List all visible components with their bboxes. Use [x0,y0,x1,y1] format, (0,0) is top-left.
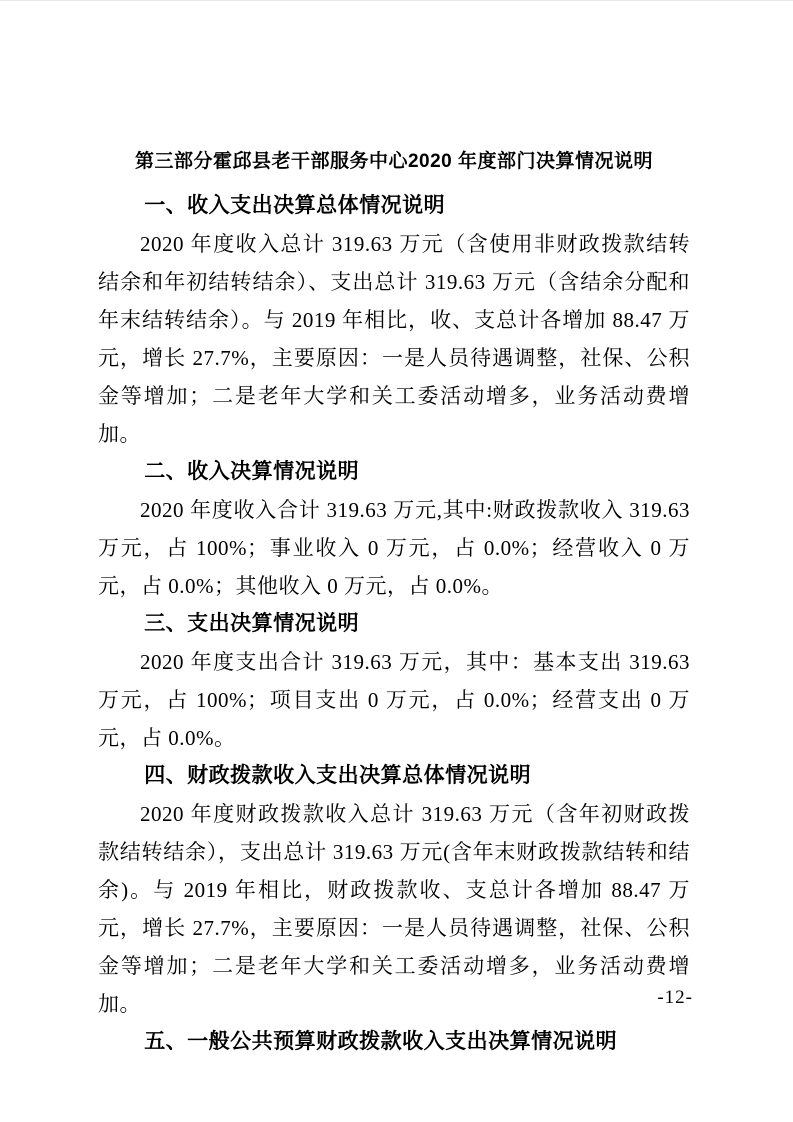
section-expenditure-statement [98,605,690,757]
section-paragraph-4: 2020 年度财政拨款收入总计 319.63 万元（含年初财政拨款结转结余），支出总计 319.63 万元(含年末财政拨款结转和结余)。与 2019 年相比，财政拨款收、支总计各增加 88.47 万元，增长 27.7%，主要原因：一是人员待遇调整，社保、公积金等增加；二是老年大学和关工委活动增多，业务活动费增加。 [98,802,690,1016]
section-income-statement [98,453,690,605]
section-fiscal-appropriation-overview [98,757,690,1023]
section-income-expenditure-overview [98,187,690,453]
document-title: 第三部分霍邱县老干部服务中心2020 年度部门决算情况说明 [134,151,654,172]
section-heading-2: 二、收入决算情况说明 [144,460,360,483]
section-paragraph-3: 2020 年度支出合计 319.63 万元，其中：基本支出 319.63 万元，占 100%；项目支出 0 万元，占 0.0%；经营支出 0 万元，占 0.0%。 [98,650,690,750]
page-number: -12- [657,987,693,1008]
section-paragraph-1: 2020 年度收入总计 319.63 万元（含使用非财政拨款结转结余和年初结转结余）、支出总计 319.63 万元（含结余分配和年末结转结余）。与 2019 年相比，收、支总计各增加 88.47 万元，增长 27.7%，主要原因：一是人员待遇调整，社保、公积金等增加；二是老年大学和关工委活动增多，业务活动费增加。 [98,232,690,446]
section-heading-1: 一、收入支出决算总体情况说明 [144,194,446,217]
section-heading-3: 三、支出决算情况说明 [144,612,360,635]
section-paragraph-2: 2020 年度收入合计 319.63 万元,其中:财政拨款收入 319.63 万元，占 100%；事业收入 0 万元，占 0.0%；经营收入 0 万元，占 0.0%；其他收入 0 万元，占 0.0%。 [98,498,690,598]
section-heading-4: 四、财政拨款收入支出决算总体情况说明 [144,764,532,787]
section-general-public-budget [98,1023,690,1061]
section-heading-5: 五、一般公共预算财政拨款收入支出决算情况说明 [144,1030,618,1053]
